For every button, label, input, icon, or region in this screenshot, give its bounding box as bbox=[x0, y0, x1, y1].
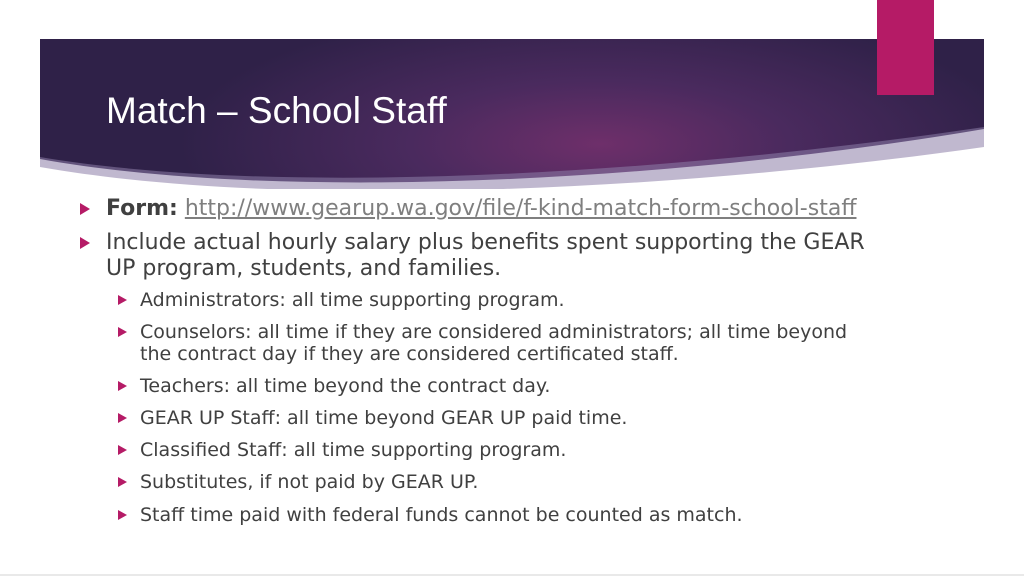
slide-title: Match – School Staff bbox=[106, 90, 447, 131]
sub-bullet-arrow-icon bbox=[118, 413, 127, 423]
sub-bullet-arrow-icon bbox=[118, 381, 127, 391]
sub-bullet-classified-staff: Classified Staff: all time supporting program. bbox=[140, 439, 567, 461]
sub-bullet-administrators: Administrators: all time supporting program. bbox=[140, 289, 565, 311]
sub-bullet-arrow-icon bbox=[118, 295, 127, 305]
include-bullet-line2: UP program, students, and families. bbox=[106, 256, 502, 281]
sub-bullet-arrow-icon bbox=[118, 327, 127, 337]
sub-bullet-federal-funds: Staff time paid with federal funds cannot be counted as match. bbox=[140, 504, 743, 526]
sub-bullet-arrow-icon bbox=[118, 510, 127, 520]
sub-bullet-arrow-icon bbox=[118, 477, 127, 487]
bullet-arrow-icon bbox=[80, 237, 90, 249]
sub-bullet-teachers: Teachers: all time beyond the contract day. bbox=[140, 375, 551, 397]
sub-bullet-counselors-line2: the contract day if they are considered certificated staff. bbox=[140, 343, 679, 365]
include-bullet-line1: Include actual hourly salary plus benefits spent supporting the GEAR bbox=[106, 230, 865, 255]
form-link[interactable]: http://www.gearup.wa.gov/file/f-kind-match-form-school-staff bbox=[184, 196, 857, 221]
sub-bullet-gearup-staff: GEAR UP Staff: all time beyond GEAR UP paid time. bbox=[140, 407, 628, 429]
sub-bullet-substitutes: Substitutes, if not paid by GEAR UP. bbox=[140, 471, 479, 493]
sub-bullet-counselors-line1: Counselors: all time if they are considered administrators; all time beyond bbox=[140, 321, 848, 343]
form-bullet bbox=[106, 196, 856, 222]
sub-bullet-arrow-icon bbox=[118, 445, 127, 455]
form-label: Form: bbox=[106, 196, 178, 221]
bullet-arrow-icon bbox=[80, 203, 90, 215]
